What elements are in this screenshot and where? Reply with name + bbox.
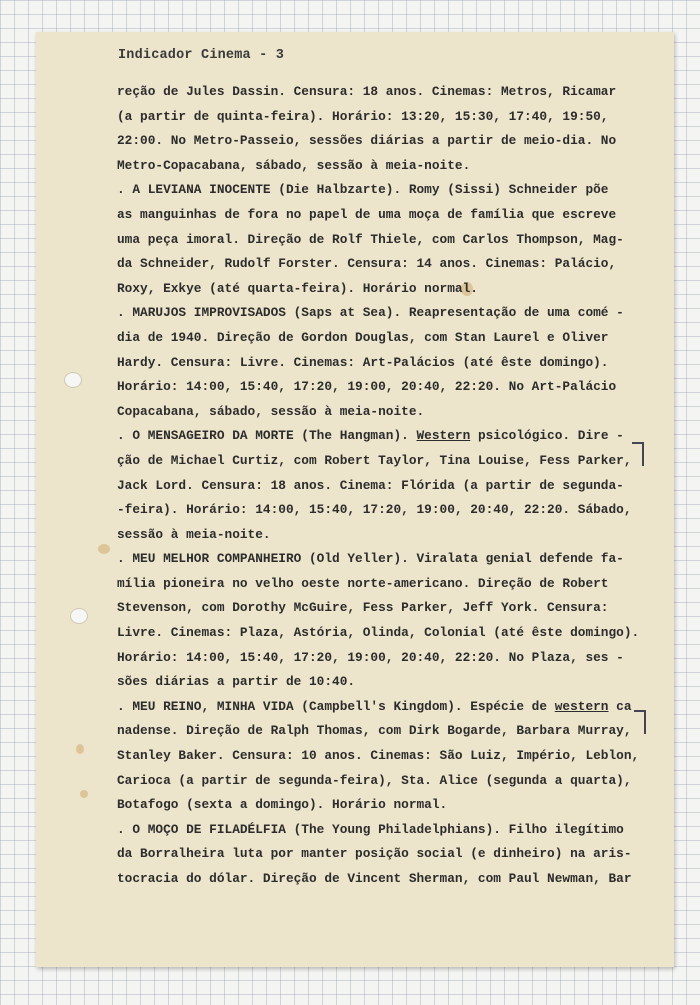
text-line: (a partir de quinta-feira). Horário: 13:20, 15:30, 17:40, 19:50, bbox=[117, 108, 609, 124]
text-line: reção de Jules Dassin. Censura: 18 anos. Cinemas: Metros, Ricamar bbox=[117, 84, 617, 99]
margin-bracket-mark bbox=[632, 442, 644, 466]
text-line: tocracia do dólar. Direção de Vincent Sherman, com Paul Newman, Bar bbox=[117, 871, 632, 886]
text-line: uma peça imoral. Direção de Rolf Thiele, com Carlos Thompson, Mag- bbox=[117, 231, 624, 247]
text-line: Metro-Copacabana, sábado, sessão à meia-noite. bbox=[117, 157, 471, 173]
paper-stain bbox=[98, 544, 110, 554]
paper-stain bbox=[80, 790, 88, 798]
text-line: Horário: 14:00, 15:40, 17:20, 19:00, 20:40, 22:20. No Plaza, ses - bbox=[117, 649, 624, 665]
text-line: da Schneider, Rudolf Forster. Censura: 14 anos. Cinemas: Palácio, bbox=[117, 256, 617, 272]
document-body bbox=[117, 80, 640, 892]
margin-bracket-mark bbox=[634, 710, 646, 734]
text-line: . O MOÇO DE FILADÉLFIA (The Young Philadelphians). Filho ilegítimo bbox=[117, 821, 624, 837]
text-line: -feira). Horário: 14:00, 15:40, 17:20, 19:00, 20:40, 22:20. Sábado, bbox=[117, 502, 632, 518]
text-line: Livre. Cinemas: Plaza, Astória, Olinda, Colonial (até êste domingo). bbox=[117, 625, 640, 641]
text-line: 22:00. No Metro-Passeio, sessões diárias a partir de meio-dia. No bbox=[117, 133, 617, 149]
text-line: mília pioneira no velho oeste norte-americano. Direção de Robert bbox=[117, 575, 609, 591]
text-line: . MEU MELHOR COMPANHEIRO (Old Yeller). Viralata genial defende fa- bbox=[117, 551, 624, 567]
punch-hole bbox=[70, 608, 88, 624]
underlined-word: western bbox=[554, 698, 609, 714]
page-header: Indicador Cinema - 3 bbox=[118, 48, 285, 63]
text-line: . O MENSAGEIRO DA MORTE (The Hangman). Western psicológico. Dire - bbox=[117, 428, 624, 444]
text-line: dia de 1940. Direção de Gordon Douglas, com Stan Laurel e Oliver bbox=[117, 329, 609, 345]
text-line: Roxy, Exkye (até quarta-feira). Horário normal. bbox=[117, 280, 478, 296]
text-line: as manguinhas de fora no papel de uma moça de família que escreve bbox=[117, 206, 617, 222]
text-line: Jack Lord. Censura: 18 anos. Cinema: Flórida (a partir de segunda- bbox=[117, 477, 624, 493]
text-line: Stevenson, com Dorothy McGuire, Fess Parker, Jeff York. Censura: bbox=[117, 600, 609, 616]
text-line: Botafogo (sexta a domingo). Horário normal. bbox=[117, 797, 448, 813]
text-line: sões diárias a partir de 10:40. bbox=[117, 674, 356, 690]
underlined-word: Western bbox=[416, 428, 471, 444]
text-line: Carioca (a partir de segunda-feira), Sta. Alice (segunda a quarta), bbox=[117, 772, 632, 788]
text-line: Stanley Baker. Censura: 10 anos. Cinemas: São Luiz, Império, Leblon, bbox=[117, 748, 640, 764]
text-line: . A LEVIANA INOCENTE (Die Halbzarte). Romy (Sissi) Schneider põe bbox=[117, 182, 609, 198]
punch-hole bbox=[64, 372, 82, 388]
typewritten-sheet bbox=[36, 32, 674, 967]
text-line: sessão à meia-noite. bbox=[117, 526, 271, 542]
text-line: nadense. Direção de Ralph Thomas, com Dirk Bogarde, Barbara Murray, bbox=[117, 723, 632, 739]
text-line: ção de Michael Curtiz, com Robert Taylor, Tina Louise, Fess Parker, bbox=[117, 452, 632, 468]
text-line: Hardy. Censura: Livre. Cinemas: Art-Palácios (até êste domingo). bbox=[117, 354, 609, 370]
text-line: . MARUJOS IMPROVISADOS (Saps at Sea). Reapresentação de uma comé - bbox=[117, 305, 624, 321]
paper-stain bbox=[76, 744, 84, 754]
text-line: Horário: 14:00, 15:40, 17:20, 19:00, 20:40, 22:20. No Art-Palácio bbox=[117, 379, 617, 395]
text-line: . MEU REINO, MINHA VIDA (Campbell's Kingdom). Espécie de western ca bbox=[117, 698, 632, 714]
text-line: da Borralheira luta por manter posição social (e dinheiro) na aris- bbox=[117, 846, 632, 862]
text-line: Copacabana, sábado, sessão à meia-noite. bbox=[117, 403, 425, 419]
